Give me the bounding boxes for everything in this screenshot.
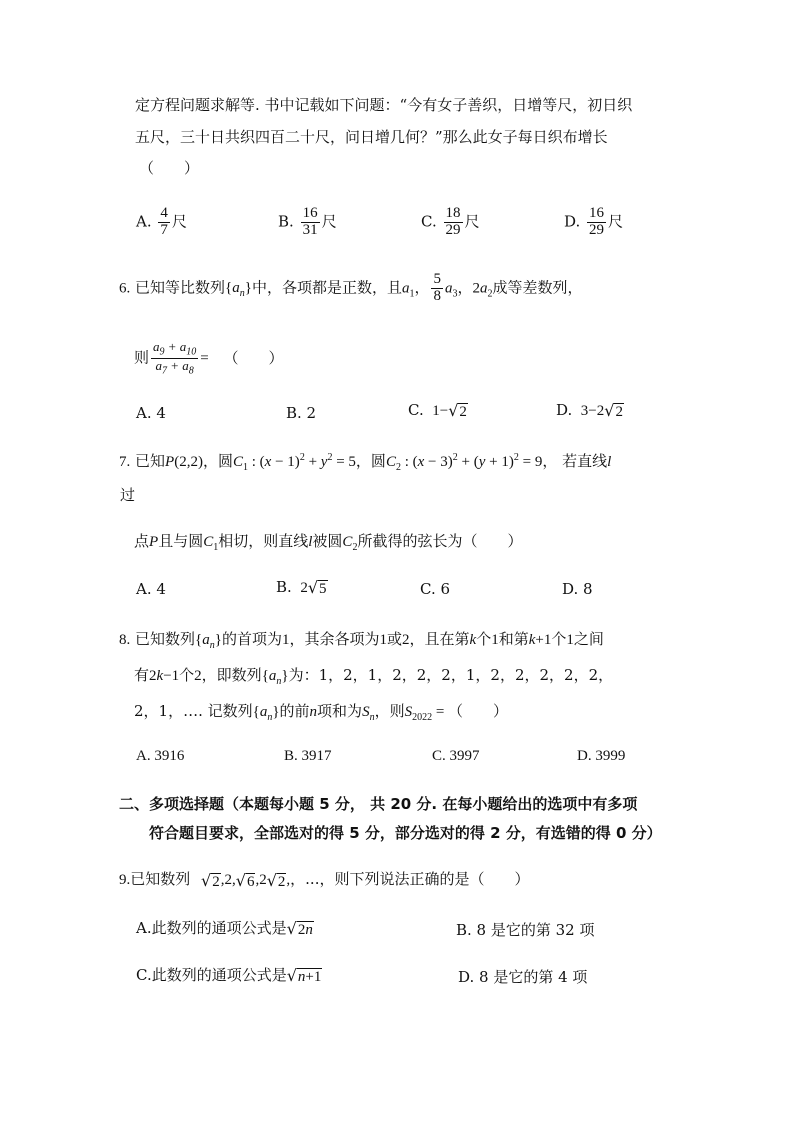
q9-option-c [136,964,322,986]
option-label: D. [556,401,573,419]
q8-text-6: 个 [476,630,492,648]
q8-text-1: 已知数列 [135,630,196,648]
q8-option-b: B. 3917 [284,748,332,764]
denominator: 29 [445,221,461,238]
q5-option-a [136,206,187,239]
q6-option-a: A. 4 [136,404,166,422]
q7-text-3: ，圆 [355,452,386,470]
q8-text-4: 或 [386,630,402,648]
fraction [444,206,463,239]
section-heading-line2: 符合题目要求，全部选对的得 5 分，部分选对的得 2 分，有选错的得 0 分） [149,824,662,842]
q8-text-2: 的首项为 [221,630,282,648]
question-number: 9. [119,872,131,888]
sqrt: √ 2n [286,919,313,938]
q7-option-a: A. 4 [136,580,166,598]
q5-text-line2: 五尺，三十日共织四百二十尺，问日增几何？”那么此女子每日织布增长 [135,128,608,146]
q8-text-11: 个 [179,666,195,684]
q6-option-d: D. 3−2 √ 2 [556,401,623,420]
q7-text-6: 且与圆 [158,532,204,550]
option-label: B. [278,212,294,231]
q9-text-1: 已知数列 [130,870,191,888]
q6-stem-line2: 则 $\frac{a_9 + a_{10}}{a_7 + a_8}$ = （ ） [134,339,284,377]
q8-option-d: D. 3999 [577,748,626,764]
q7-text-7: 相切，则直线 [218,532,309,550]
unit: 尺 [608,212,624,231]
denominator: 8 [433,287,441,304]
q8-stem-line2: 有2k−1个2，即数列$\{a_n\}$为：1，2，1，2，2，2，1，2，2，2，2，2， [134,666,614,687]
q8-text-8: 个 [551,630,567,648]
option-text: A.此数列的通项公式是 [136,919,287,937]
q8-stem-line3: 2，1，…. 记数列$\{a_n\}$的前n项和为$S_n$，则$S_{2022}$ = （ ） [134,702,509,723]
option-label: C. [421,212,437,231]
q8-text-9: 之间 [573,630,604,648]
unit: 尺 [464,212,480,231]
q7-stem-line1: 7. 已知P(2,2)，圆$C_1$ : $(x - 1)^2 + y^2 = 5$，圆$C_2$ : $(x - 3)^2 + (y + 1)^2 = 9$， 若直线l [119,452,612,473]
q6-stem-line1: 6. 已知等比数列$\{a_n\}$中，各项都是正数，且$a_1$， $\frac{5}{8}$ $a_3$，$2a_2$成等差数列， [119,271,583,304]
math-expr: $\{a_n\}$ [225,280,252,300]
q8-stem-line1: 8. 已知数列$\{a_n\}$的首项为1，其余各项为1或2，且在第k个1和第k+1个1之间 [119,630,604,651]
question-number: 7. [119,454,131,470]
q8-text-14: 2，1，…. 记数列 [134,702,253,720]
q6-text-1: 已知等比数列 [135,278,226,297]
option-label: D. [564,212,581,231]
q6-text-2: 中，各项都是正数，且 [251,278,402,297]
q8-option-c: C. 3997 [432,748,480,764]
q8-text-7: 和第 [498,630,529,648]
q7-guo: 过 [120,486,136,504]
question-number: 8. [119,632,131,648]
fraction [301,206,320,239]
q6-option-b: B. 2 [286,404,317,422]
q9-stem [119,868,529,891]
option-label: A. [136,212,152,231]
q6-ze: 则 [134,348,150,367]
q8-text-18: （ ） [448,702,509,720]
q5-answer-paren: （ ） [139,159,200,177]
q6-text-3: 成等差数列， [492,278,583,297]
q5-option-d [564,206,623,239]
q7-text-2: ，圆 [202,452,233,470]
q9-option-b: B. 8 是它的第 32 项 [456,921,595,939]
fraction [431,272,443,305]
q8-text-13: 为：1，2，1，2，2，2，1，2，2，2，2，2， [288,666,614,684]
numerator: 4 [160,205,168,221]
q7-text-4: ， 若直线 [542,452,608,470]
section-heading-line1: 二、多项选择题（本题每小题 5 分， 共 20 分. 在每小题给出的选项中有多项 [119,795,638,813]
q6-paren: （ ） [223,348,284,367]
numerator: 5 [433,271,441,287]
q7-option-b: B. 2 √ 5 [276,578,327,597]
numerator: 18 [445,205,461,221]
q9-option-d: D. 8 是它的第 4 项 [458,968,588,986]
q8-text-3: ，其余各项为 [289,630,380,648]
option-label: B. [276,578,292,596]
q5-option-b [278,206,337,239]
sqrt: √ 5 [307,578,327,597]
fraction [587,206,606,239]
unit: 尺 [171,212,187,231]
fraction [158,206,170,239]
q6-option-c: C. 1− √ 2 [408,401,467,420]
q7-text-8: 被圆 [312,532,343,550]
math-sequence: √ 2 ,2, √ 6 ,2 √ 2 , [201,870,291,890]
q8-text-16: 项和为 [317,702,363,720]
q7-option-d: D. 8 [562,580,593,598]
denominator: 7 [160,221,168,238]
option-text: C.此数列的通项公式是 [136,966,287,984]
q8-text-17: ，则 [374,702,405,720]
sqrt: √ 2 [604,401,623,420]
q8-text-12: ，即数列 [201,666,262,684]
numerator: 16 [302,205,318,221]
q7-option-c: C. 6 [420,580,451,598]
q9-option-a [136,917,314,939]
q7-text-9: 所截得的弦长为（ ） [357,532,523,550]
fraction: $\frac{a_9 + a_{10}}{a_7 + a_8}$ [153,339,197,377]
math-expr: a [401,280,410,297]
unit: 尺 [321,212,337,231]
q8-text-15: 的前 [279,702,310,720]
q7-stem-line2: 点P且与圆$C_1$相切，则直线l被圆$C_2$所截得的弦长为（ ） [134,532,523,553]
sqrt: √ n+1 [286,966,322,985]
sqrt: √ 2 [448,401,467,420]
q7-text-5: 点 [134,532,150,550]
q8-text-10: 有 [134,666,150,684]
q8-text-5: ，且在第 [409,630,470,648]
denominator: 29 [589,221,605,238]
numerator: 16 [589,205,605,221]
option-label: C. [408,401,424,419]
q8-option-a: A. 3916 [136,748,185,764]
q9-text-2: ，...，则下列说法正确的是（ ） [290,870,530,888]
q5-option-c [421,206,480,239]
denominator: 31 [302,221,318,238]
q7-text-1: 已知 [135,452,166,470]
q5-text-line1: 定方程问题求解等. 书中记载如下问题：“今有女子善织，日增等尺，初日织 [135,96,633,114]
question-number: 6. [119,280,131,297]
